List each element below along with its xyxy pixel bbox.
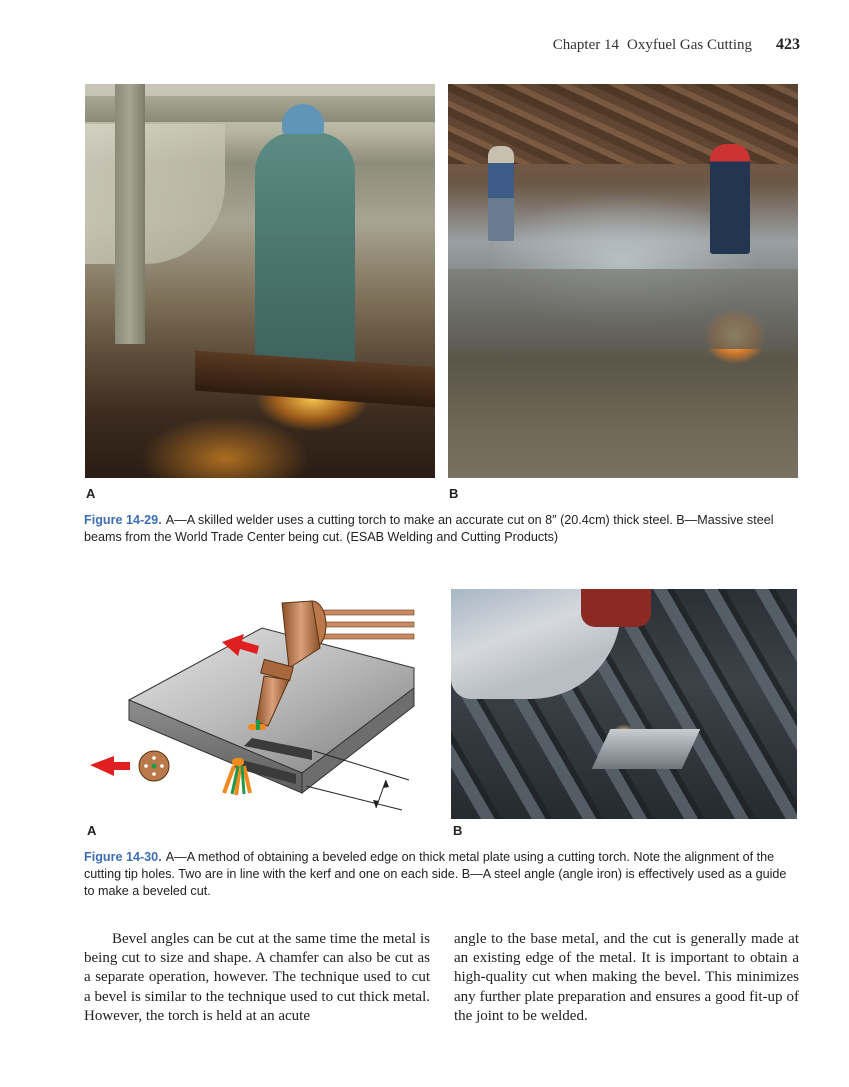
welder-figure [255,132,355,372]
background-pipe [85,124,225,264]
steel-pillar [115,84,145,344]
figure-14-29-panel-b-label: B [449,486,459,501]
steel-angle-guide [592,729,701,769]
figure-14-29-panel-a-label: A [86,486,96,501]
body-paragraph-column-1: Bevel angles can be cut at the same time the metal is being cut to size and shape. A chamfer can also be cut as a separate operation, however. The technique used to cut a bevel is similar to the technique used to cut thick metal. However, the torch is held at an acute [84,931,430,1024]
figure-number: Figure 14-30. [84,850,162,864]
figure-14-30-panel-a-label: A [87,823,97,838]
figure-14-30-panel-b-label: B [453,823,463,838]
caption-text: A—A skilled welder uses a cutting torch to make an accurate cut on 8″ (20.4cm) thick steel. B—Massive steel beams from the World Trade Center being cut. (ESAB Welding and Cutting Products) [84,513,774,544]
caption-text: A—A method of obtaining a beveled edge on thick metal plate using a cutting torch. Note the alignment of the cutting tip holes. Two are in line with the kerf and one on each side. B—A steel angle (angle iron) is effectively used as a guide to make a beveled cut. [84,850,787,898]
figure-14-30b-photo [451,589,797,819]
figure-14-29-caption [84,512,800,546]
worker-cutting [710,144,750,254]
figure-number: Figure 14-29. [84,513,162,527]
worker-standing [488,146,514,241]
figure-14-29a-photo [85,84,435,478]
thick-steel-plate [195,351,435,408]
body-paragraph-column-2: angle to the base metal, and the cut is generally made at an existing edge of the metal. It is important to obtain a high-quality cut when making the bevel. This minimizes any further plate preparation and ensures a good fit-up of the joint to be welded. [454,931,799,1024]
chapter-number: Chapter 14 [552,37,619,53]
welding-helmet [581,589,651,627]
figure-14-30-caption [84,849,800,900]
running-header [553,36,800,54]
page-number: 423 [776,36,800,53]
figure-14-29b-photo [448,84,798,478]
chapter-title: Oxyfuel Gas Cutting [627,37,752,53]
figure-14-30a-diagram [84,588,424,818]
steel-beams [448,269,798,349]
